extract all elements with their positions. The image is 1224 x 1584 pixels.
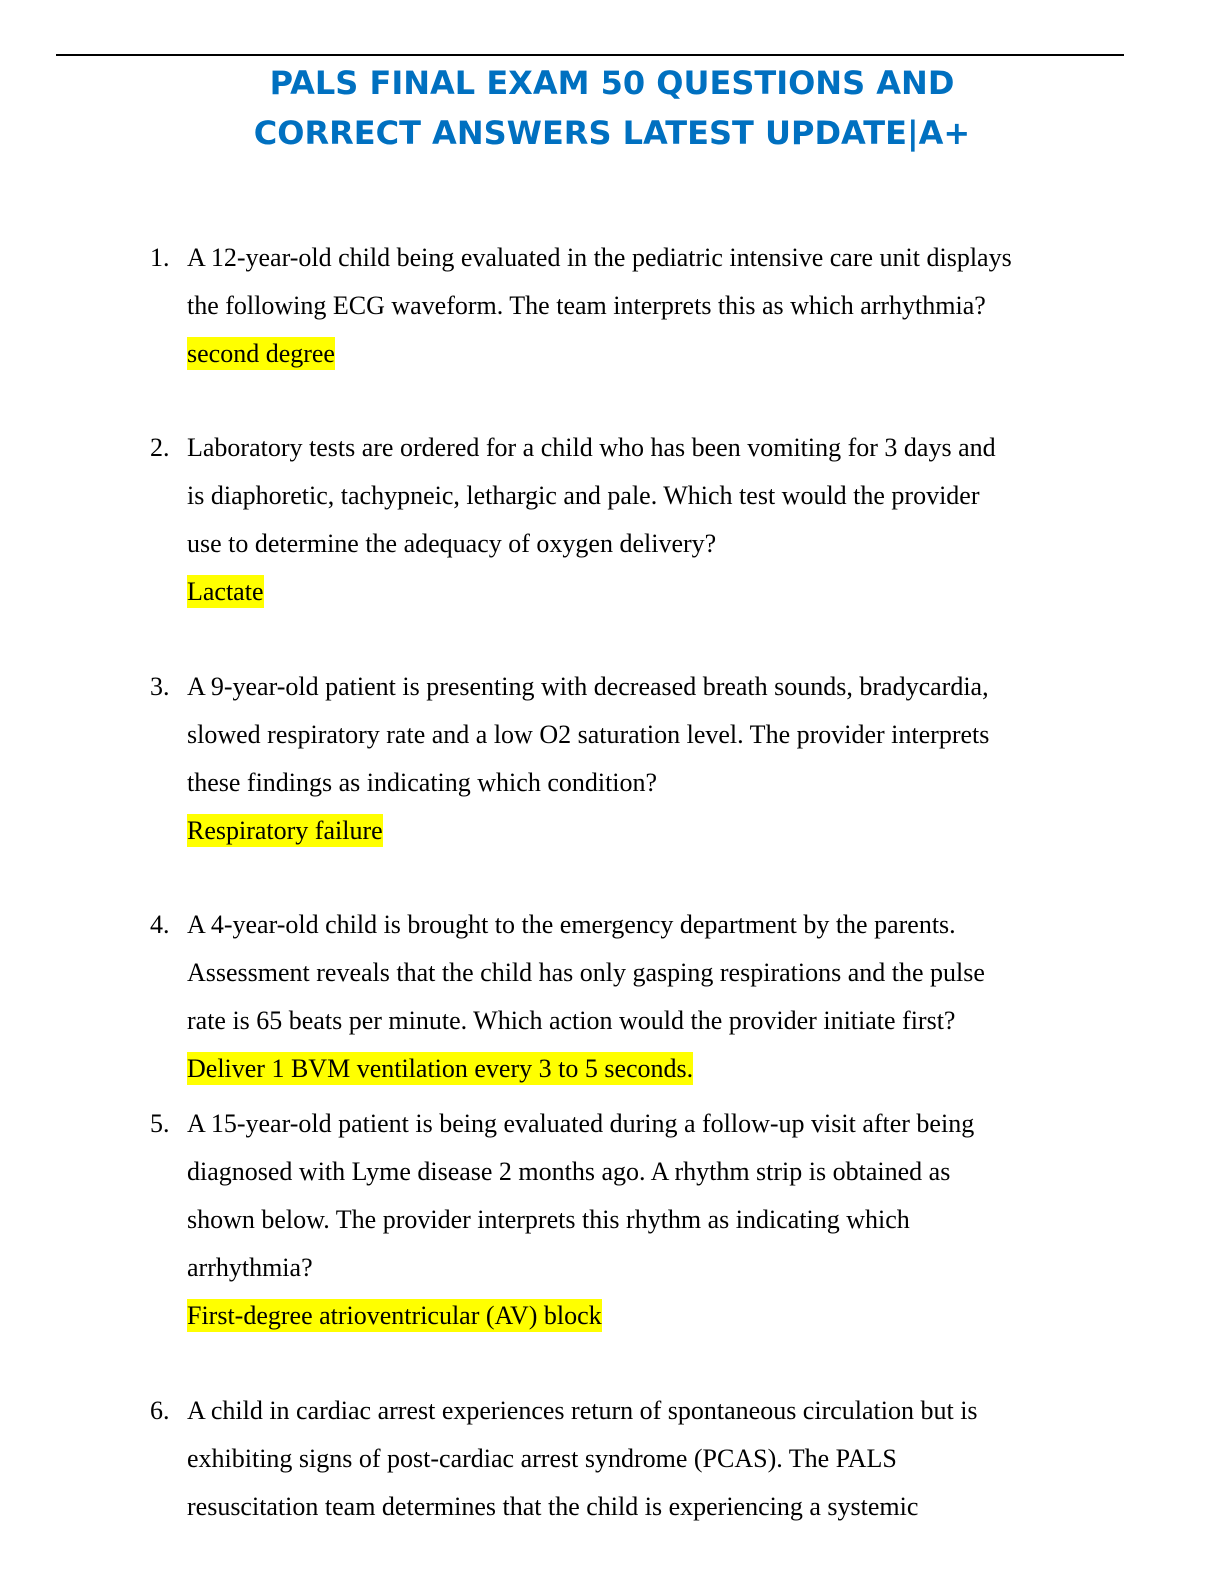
- question-text-line: use to determine the adequacy of oxygen delivery?: [187, 529, 717, 558]
- answer-highlight: Deliver 1 BVM ventilation every 3 to 5 seconds.: [187, 1054, 694, 1083]
- question-text-line: Assessment reveals that the child has only gasping respirations and the pulse: [187, 958, 985, 987]
- question-text-line: slowed respiratory rate and a low O2 saturation level. The provider interprets: [187, 720, 990, 749]
- answer-highlight: Lactate: [187, 577, 264, 606]
- question-text-line: diagnosed with Lyme disease 2 months ago. A rhythm strip is obtained as: [187, 1157, 951, 1186]
- answer-highlight: Respiratory failure: [187, 816, 383, 845]
- question-text-line: shown below. The provider interprets this rhythm as indicating which: [187, 1205, 910, 1234]
- title-line-2: CORRECT ANSWERS LATEST UPDATE|A+: [253, 114, 971, 152]
- question-body: [187, 234, 1087, 378]
- document-title: [0, 58, 1224, 158]
- question-body: [187, 424, 1087, 616]
- question-text-line: is diaphoretic, tachypneic, lethargic and pale. Which test would the provider: [187, 481, 980, 510]
- question-number: 4.: [150, 910, 170, 939]
- question-number: 5.: [150, 1109, 170, 1138]
- question-text-line: exhibiting signs of post-cardiac arrest syndrome (PCAS). The PALS: [187, 1444, 897, 1473]
- question-text-line: A 4-year-old child is brought to the emergency department by the parents.: [187, 910, 956, 939]
- question-text-line: arrhythmia?: [187, 1253, 313, 1282]
- question-text-line: the following ECG waveform. The team interprets this as which arrhythmia?: [187, 291, 986, 320]
- question-text-line: these findings as indicating which condition?: [187, 768, 658, 797]
- question-number: 6.: [150, 1396, 170, 1425]
- question-body: [187, 1387, 1087, 1531]
- answer-highlight: second degree: [187, 339, 335, 368]
- top-rule: [56, 54, 1124, 56]
- question-number: 3.: [150, 672, 170, 701]
- title-line-1: PALS FINAL EXAM 50 QUESTIONS AND: [269, 64, 955, 102]
- question-number: 2.: [150, 433, 170, 462]
- question-text-line: A 15-year-old patient is being evaluated during a follow-up visit after being: [187, 1109, 975, 1138]
- question-number: 1.: [150, 243, 170, 272]
- answer-highlight: First-degree atrioventricular (AV) block: [187, 1301, 602, 1330]
- question-text-line: A 9-year-old patient is presenting with decreased breath sounds, bradycardia,: [187, 672, 989, 701]
- question-text-line: resuscitation team determines that the child is experiencing a systemic: [187, 1492, 919, 1521]
- question-text-line: A 12-year-old child being evaluated in the pediatric intensive care unit displays: [187, 243, 1012, 272]
- question-text-line: Laboratory tests are ordered for a child who has been vomiting for 3 days and: [187, 433, 996, 462]
- question-body: [187, 1100, 1087, 1340]
- question-body: [187, 663, 1087, 855]
- question-body: [187, 901, 1087, 1093]
- question-text-line: A child in cardiac arrest experiences return of spontaneous circulation but is: [187, 1396, 978, 1425]
- question-text-line: rate is 65 beats per minute. Which action would the provider initiate first?: [187, 1006, 956, 1035]
